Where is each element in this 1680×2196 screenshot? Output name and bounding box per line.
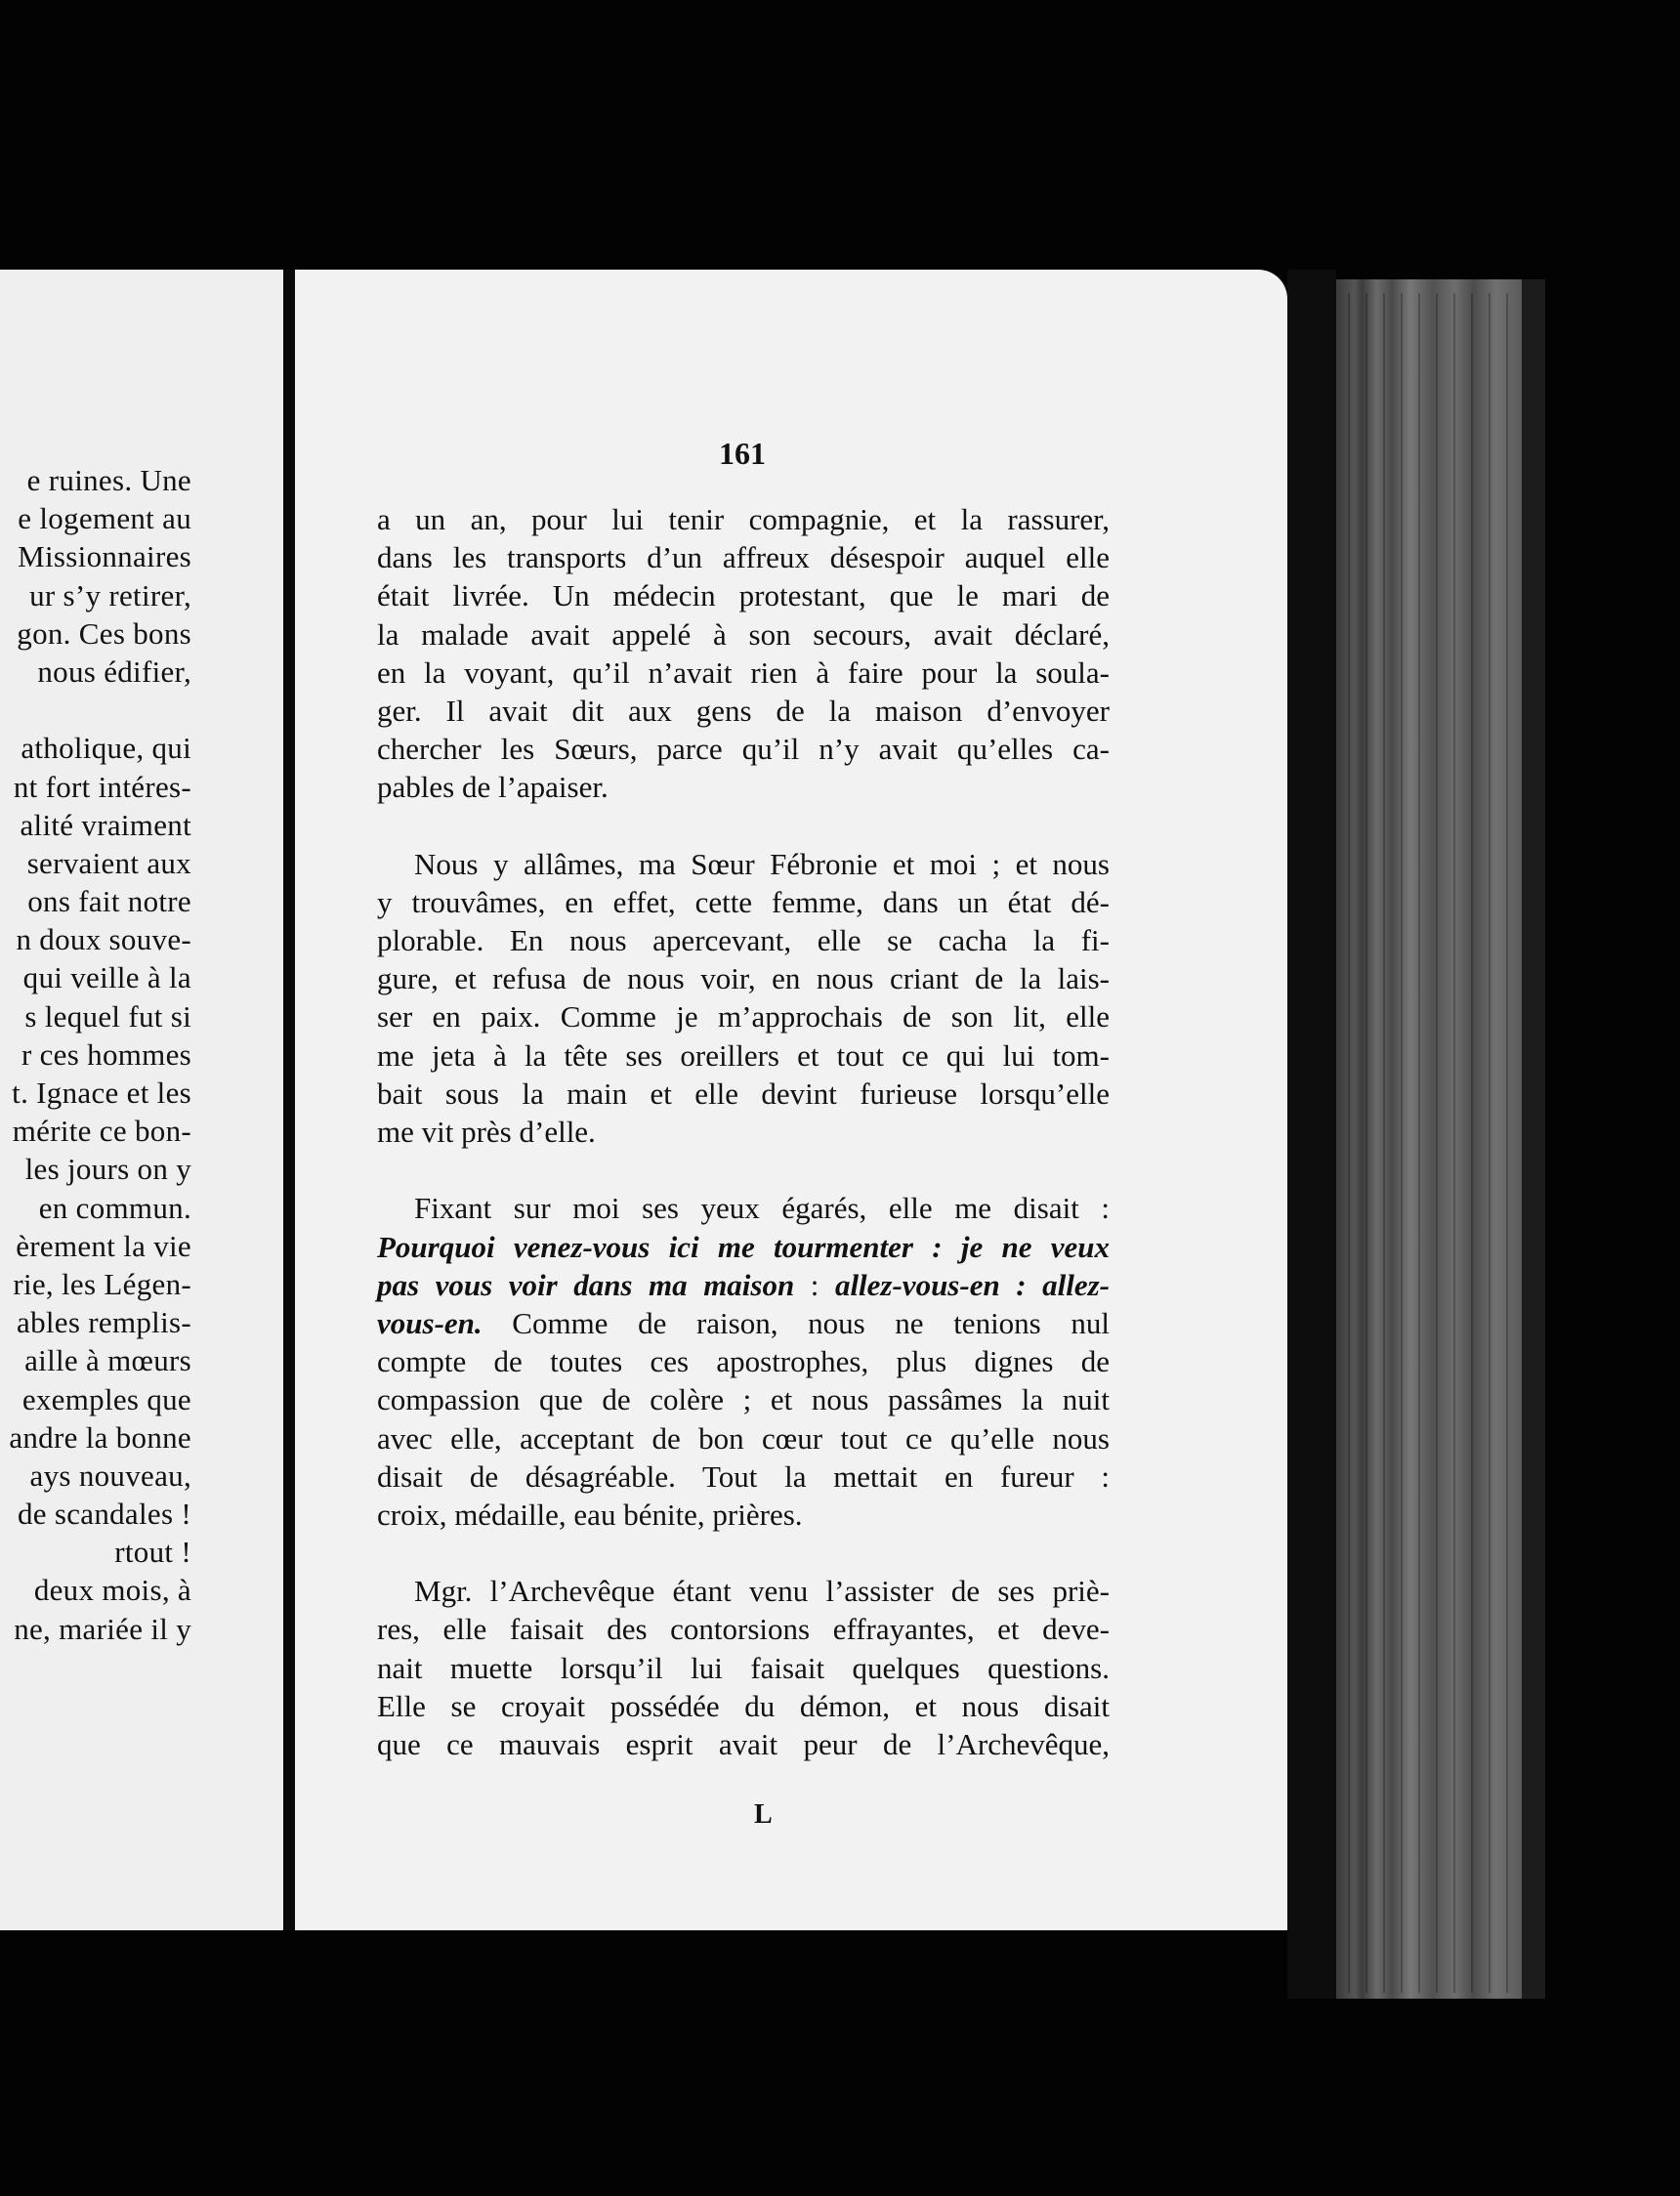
- text-line: Nous y allâmes, ma Sœur Fébronie et moi ; et nous: [414, 846, 1110, 881]
- left-text-line: [0, 691, 191, 729]
- text-line: en la voyant, qu’il n’avait rien à faire pour la soula-: [377, 655, 1110, 690]
- left-text-line: e ruines. Une: [26, 463, 191, 497]
- text-line: compte de toutes ces apostrophes, plus dignes de: [377, 1344, 1110, 1379]
- text-line: [377, 1266, 1110, 1304]
- italic-speech: Pourquoi venez-vous ici me tourmenter : je ne veux: [377, 1229, 1110, 1264]
- text-line: plorable. En nous apercevant, elle se cacha la fi-: [377, 923, 1110, 958]
- left-text-line: n doux souve-: [16, 922, 191, 957]
- left-text-line: mérite ce bon-: [12, 1114, 191, 1149]
- left-text-line: ays nouveau,: [29, 1457, 191, 1493]
- text-line: nait muette lorsqu’il lui faisait quelques questions.: [377, 1650, 1110, 1685]
- gutter: [283, 270, 295, 1930]
- book-block-edge-lines: [1348, 293, 1514, 1993]
- italic-speech: allez-vous-en : allez-: [834, 1267, 1110, 1302]
- left-text-line: ables remplis-: [17, 1305, 191, 1340]
- left-text-line: servaient aux: [26, 845, 191, 880]
- left-text-line: deux mois, à: [33, 1573, 191, 1608]
- text-line: Fixant sur moi ses yeux égarés, elle me disait :: [414, 1191, 1110, 1226]
- right-page: [295, 270, 1287, 1930]
- text-line: croix, médaille, eau bénite, prières.: [377, 1497, 803, 1532]
- left-text-line: aille à mœurs: [24, 1343, 191, 1378]
- left-text-line: r ces hommes: [21, 1036, 191, 1072]
- text-line: ser en paix. Comme je m’approchais de son lit, elle: [377, 999, 1110, 1035]
- left-text-line: nous édifier,: [37, 654, 191, 689]
- left-text-line: atholique, qui: [21, 731, 191, 766]
- text-line: dans les transports d’un affreux désespoir auquel elle: [377, 540, 1110, 575]
- left-text-line: ur s’y retirer,: [29, 577, 191, 612]
- page-number: 161: [719, 436, 766, 471]
- page-body: [377, 500, 1110, 1763]
- left-text-line: nt fort intéres-: [13, 769, 191, 804]
- left-text-line: de scandales !: [17, 1497, 191, 1532]
- left-text-line: s lequel fut si: [24, 998, 191, 1034]
- text-line: [377, 1304, 1110, 1342]
- left-text-line: e logement au: [18, 501, 191, 536]
- text-span: :: [794, 1267, 835, 1302]
- signature-mark: L: [754, 1799, 773, 1830]
- left-text-line: èrement la vie: [16, 1228, 191, 1263]
- text-line: res, elle faisait des contorsions effrayantes, et deve-: [377, 1612, 1110, 1647]
- left-text-line: Missionnaires: [18, 539, 191, 574]
- text-line: a un an, pour lui tenir compagnie, et la rassurer,: [377, 502, 1110, 536]
- paragraph-3: [377, 1189, 1110, 1534]
- text-line: gure, et refusa de nous voir, en nous criant de la lais-: [377, 961, 1110, 996]
- text-line: me jeta à la tête ses oreillers et tout ce qui lui tom-: [377, 1037, 1110, 1073]
- text-line: ger. Il avait dit aux gens de la maison d’envoyer: [377, 693, 1110, 728]
- text-line: bait sous la main et elle devint furieuse lorsqu’elle: [377, 1076, 1110, 1111]
- left-text-line: gon. Ces bons: [17, 615, 191, 651]
- paragraph-2: [377, 845, 1110, 1152]
- text-line: chercher les Sœurs, parce qu’il n’y avait qu’elles ca-: [377, 732, 1110, 767]
- italic-speech: vous-en.: [377, 1305, 483, 1340]
- left-page-text: [0, 461, 191, 1648]
- left-text-line: rtout !: [114, 1535, 191, 1570]
- text-span: Comme de raison, nous ne tenions nul: [482, 1305, 1110, 1340]
- italic-speech: pas vous voir dans ma maison: [377, 1267, 795, 1302]
- left-text-line: t. Ignace et les: [12, 1076, 191, 1110]
- text-line: Elle se croyait possédée du démon, et nous disait: [377, 1688, 1110, 1723]
- left-page: [0, 270, 283, 1930]
- paragraph-4: [377, 1572, 1110, 1763]
- left-text-line: andre la bonne: [9, 1419, 191, 1455]
- text-line: que ce mauvais esprit avait peur de l’Archevêque,: [377, 1727, 1110, 1761]
- text-line: compassion que de colère ; et nous passâmes la nuit: [377, 1382, 1110, 1417]
- text-line: disait de désagréable. Tout la mettait en fureur :: [377, 1458, 1110, 1494]
- paragraph-1: [377, 500, 1110, 807]
- text-line: me vit près d’elle.: [377, 1115, 596, 1149]
- book-block-outer-shadow: [1522, 279, 1545, 1999]
- left-text-line: les jours on y: [24, 1152, 191, 1187]
- text-line: Mgr. l’Archevêque étant venu l’assister de ses priè-: [414, 1574, 1110, 1609]
- left-text-line: en commun.: [38, 1190, 191, 1225]
- left-text-line: ons fait notre: [27, 884, 191, 919]
- left-text-line: qui veille à la: [22, 960, 191, 995]
- left-text-line: ne, mariée il y: [14, 1611, 191, 1646]
- text-line: [377, 1228, 1110, 1266]
- text-line: avec elle, acceptant de bon cœur tout ce qu’elle nous: [377, 1420, 1110, 1456]
- text-line: pables de l’apaiser.: [377, 770, 609, 805]
- text-line: était livrée. Un médecin protestant, que le mari de: [377, 578, 1110, 613]
- left-text-line: rie, les Légen-: [13, 1266, 191, 1301]
- page-edge-shadow: [1287, 270, 1336, 1999]
- left-text-line: exemples que: [21, 1381, 191, 1416]
- text-line: y trouvâmes, en effet, cette femme, dans un état dé-: [377, 884, 1110, 919]
- text-line: la malade avait appelé à son secours, avait déclaré,: [377, 616, 1110, 652]
- left-text-line: alité vraiment: [20, 807, 191, 842]
